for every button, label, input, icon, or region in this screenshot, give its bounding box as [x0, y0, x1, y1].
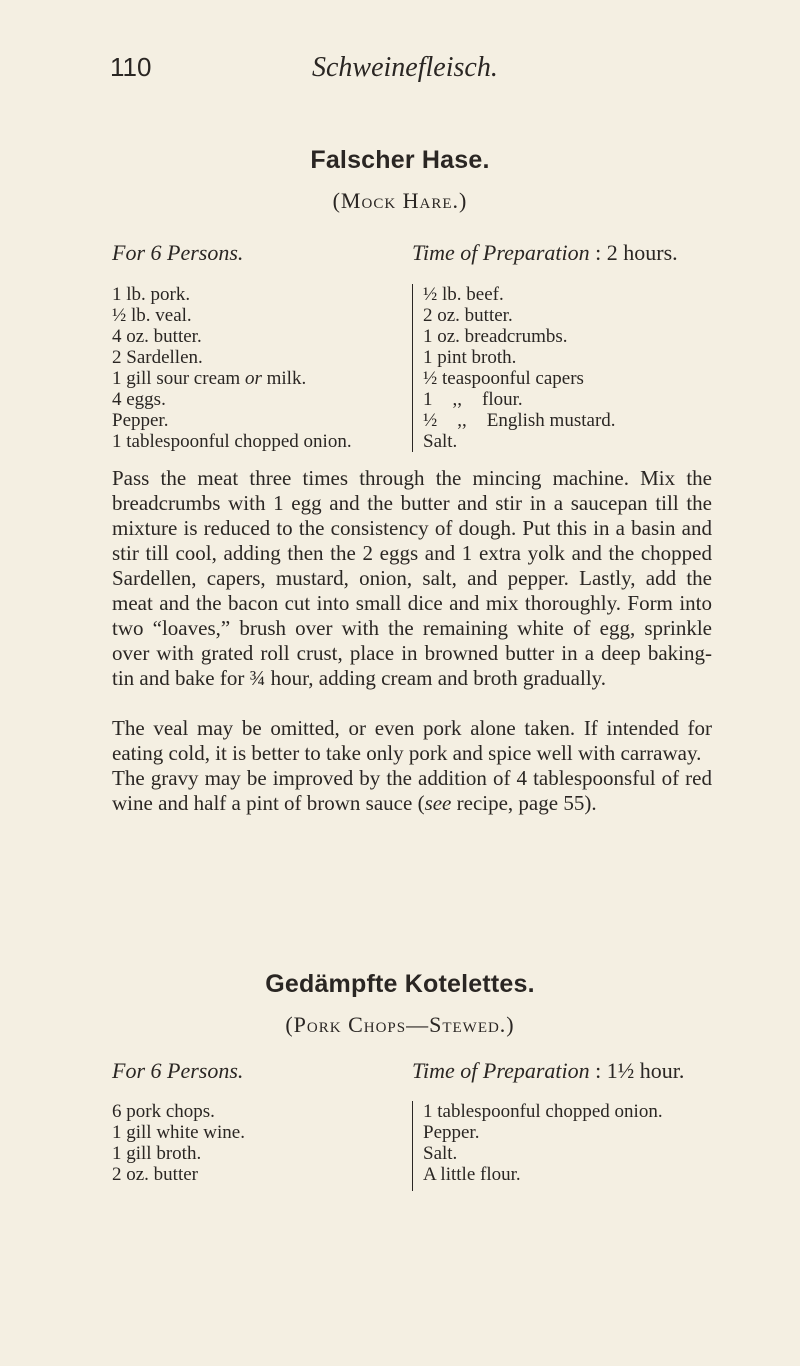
ingredient-item: 6 pork chops. [112, 1101, 215, 1122]
ingredient-item: Salt. [423, 1143, 458, 1164]
ingredient-qty: ½ [423, 410, 438, 431]
ingredient-item: Pepper. [423, 1122, 480, 1143]
ingredient-list-right [413, 1101, 663, 1185]
ingredient-item: Pepper. [112, 410, 169, 431]
prep-time-value: : 2 hours. [595, 240, 678, 265]
ingredient-item: 2 oz. butter [112, 1164, 199, 1185]
ingredient-qty: 1 [423, 389, 433, 410]
ingredient-item: Salt. [423, 431, 458, 452]
method-paragraph: Pass the meat three times through the mincing machine. Mix the breadcrumbs with 1 egg and the butter and stir in a saucepan till the mixture is reduced to the consistency of dough. Put this in a basin and stir till cool, adding then the 2 eggs and 1 extra yolk and the chopped Sardellen, capers, mustard, onion, salt, and pepper. Lastly, add the meat and the bacon cut into small dice and mix thoroughly. Form into two “loaves,” brush over with the remaining white of egg, sprinkle over with grated roll crust, place in browned butter in a deep baking-tin and bake for ¾ hour, adding cream and broth gradually. [112, 466, 712, 690]
recipe-subtitle: (Mock Hare.) [332, 188, 468, 213]
ingredient-item: 2 Sardellen. [112, 347, 203, 368]
ingredient-item: A little flour. [423, 1164, 521, 1185]
prep-time-label: Time of Preparation [412, 240, 590, 265]
ingredient-item: 1 tablespoonful chopped onion. [423, 1101, 663, 1122]
ingredient-item [423, 389, 616, 410]
note-text: recipe, page 55). [451, 791, 597, 815]
ingredient-text: English mustard. [486, 410, 616, 431]
note-text: The gravy may be improved by the addition of 4 tablespoonsful of red wine and half a pint of brown sauce ( [112, 766, 712, 815]
page-header [110, 52, 710, 102]
ingredient-text: milk. [266, 368, 307, 389]
ingredient-item [112, 368, 352, 389]
ingredient-text: 1 gill sour cream [112, 368, 241, 389]
ingredient-list-left [112, 284, 352, 452]
note-see: see [424, 791, 452, 815]
ingredient-item: ½ lb. veal. [112, 305, 192, 326]
ingredient-text: flour. [482, 389, 523, 410]
note-paragraph: The veal may be omitted, or even pork alone taken. If intended for eating cold, it is better to take only pork and spice well with carraway. [112, 716, 712, 765]
ingredient-item: ½ lb. beef. [423, 284, 504, 305]
recipe-subtitle: (Pork Chops—Stewed.) [285, 1012, 515, 1037]
recipe-title: Falscher Hase. [310, 146, 490, 174]
ingredient-list-left [112, 1101, 245, 1185]
prep-time [412, 240, 678, 266]
page-number: 110 [110, 52, 152, 82]
ingredient-item: 4 eggs. [112, 389, 166, 410]
ingredient-item: 4 oz. butter. [112, 326, 202, 347]
ingredient-item: 1 pint broth. [423, 347, 517, 368]
prep-time-label: Time of Preparation [412, 1058, 590, 1083]
prep-time-value: : 1½ hour. [595, 1058, 685, 1083]
ingredient-list-right [413, 284, 616, 452]
running-title: Schweinefleisch. [312, 52, 498, 83]
prep-time [412, 1058, 684, 1084]
ingredient-or: or [244, 368, 262, 389]
ingredient-item: 1 gill broth. [112, 1143, 202, 1164]
servings-label: For 6 Persons. [112, 240, 244, 265]
recipe-title: Gedämpfte Kotelettes. [265, 970, 535, 998]
ingredient-item: 1 lb. pork. [112, 284, 191, 305]
ingredient-item [423, 410, 616, 431]
ingredient-item: 1 oz. breadcrumbs. [423, 326, 568, 347]
servings-label: For 6 Persons. [112, 1058, 244, 1083]
ingredient-item: ½ teaspoonful capers [423, 368, 584, 389]
ingredient-item: 2 oz. butter. [423, 305, 513, 326]
note-paragraph [112, 766, 712, 816]
ditto-mark: ,, [452, 389, 462, 410]
ditto-mark: ,, [457, 410, 467, 431]
ingredient-item: 1 gill white wine. [112, 1122, 245, 1143]
ingredient-item: 1 tablespoonful chopped onion. [112, 431, 352, 452]
